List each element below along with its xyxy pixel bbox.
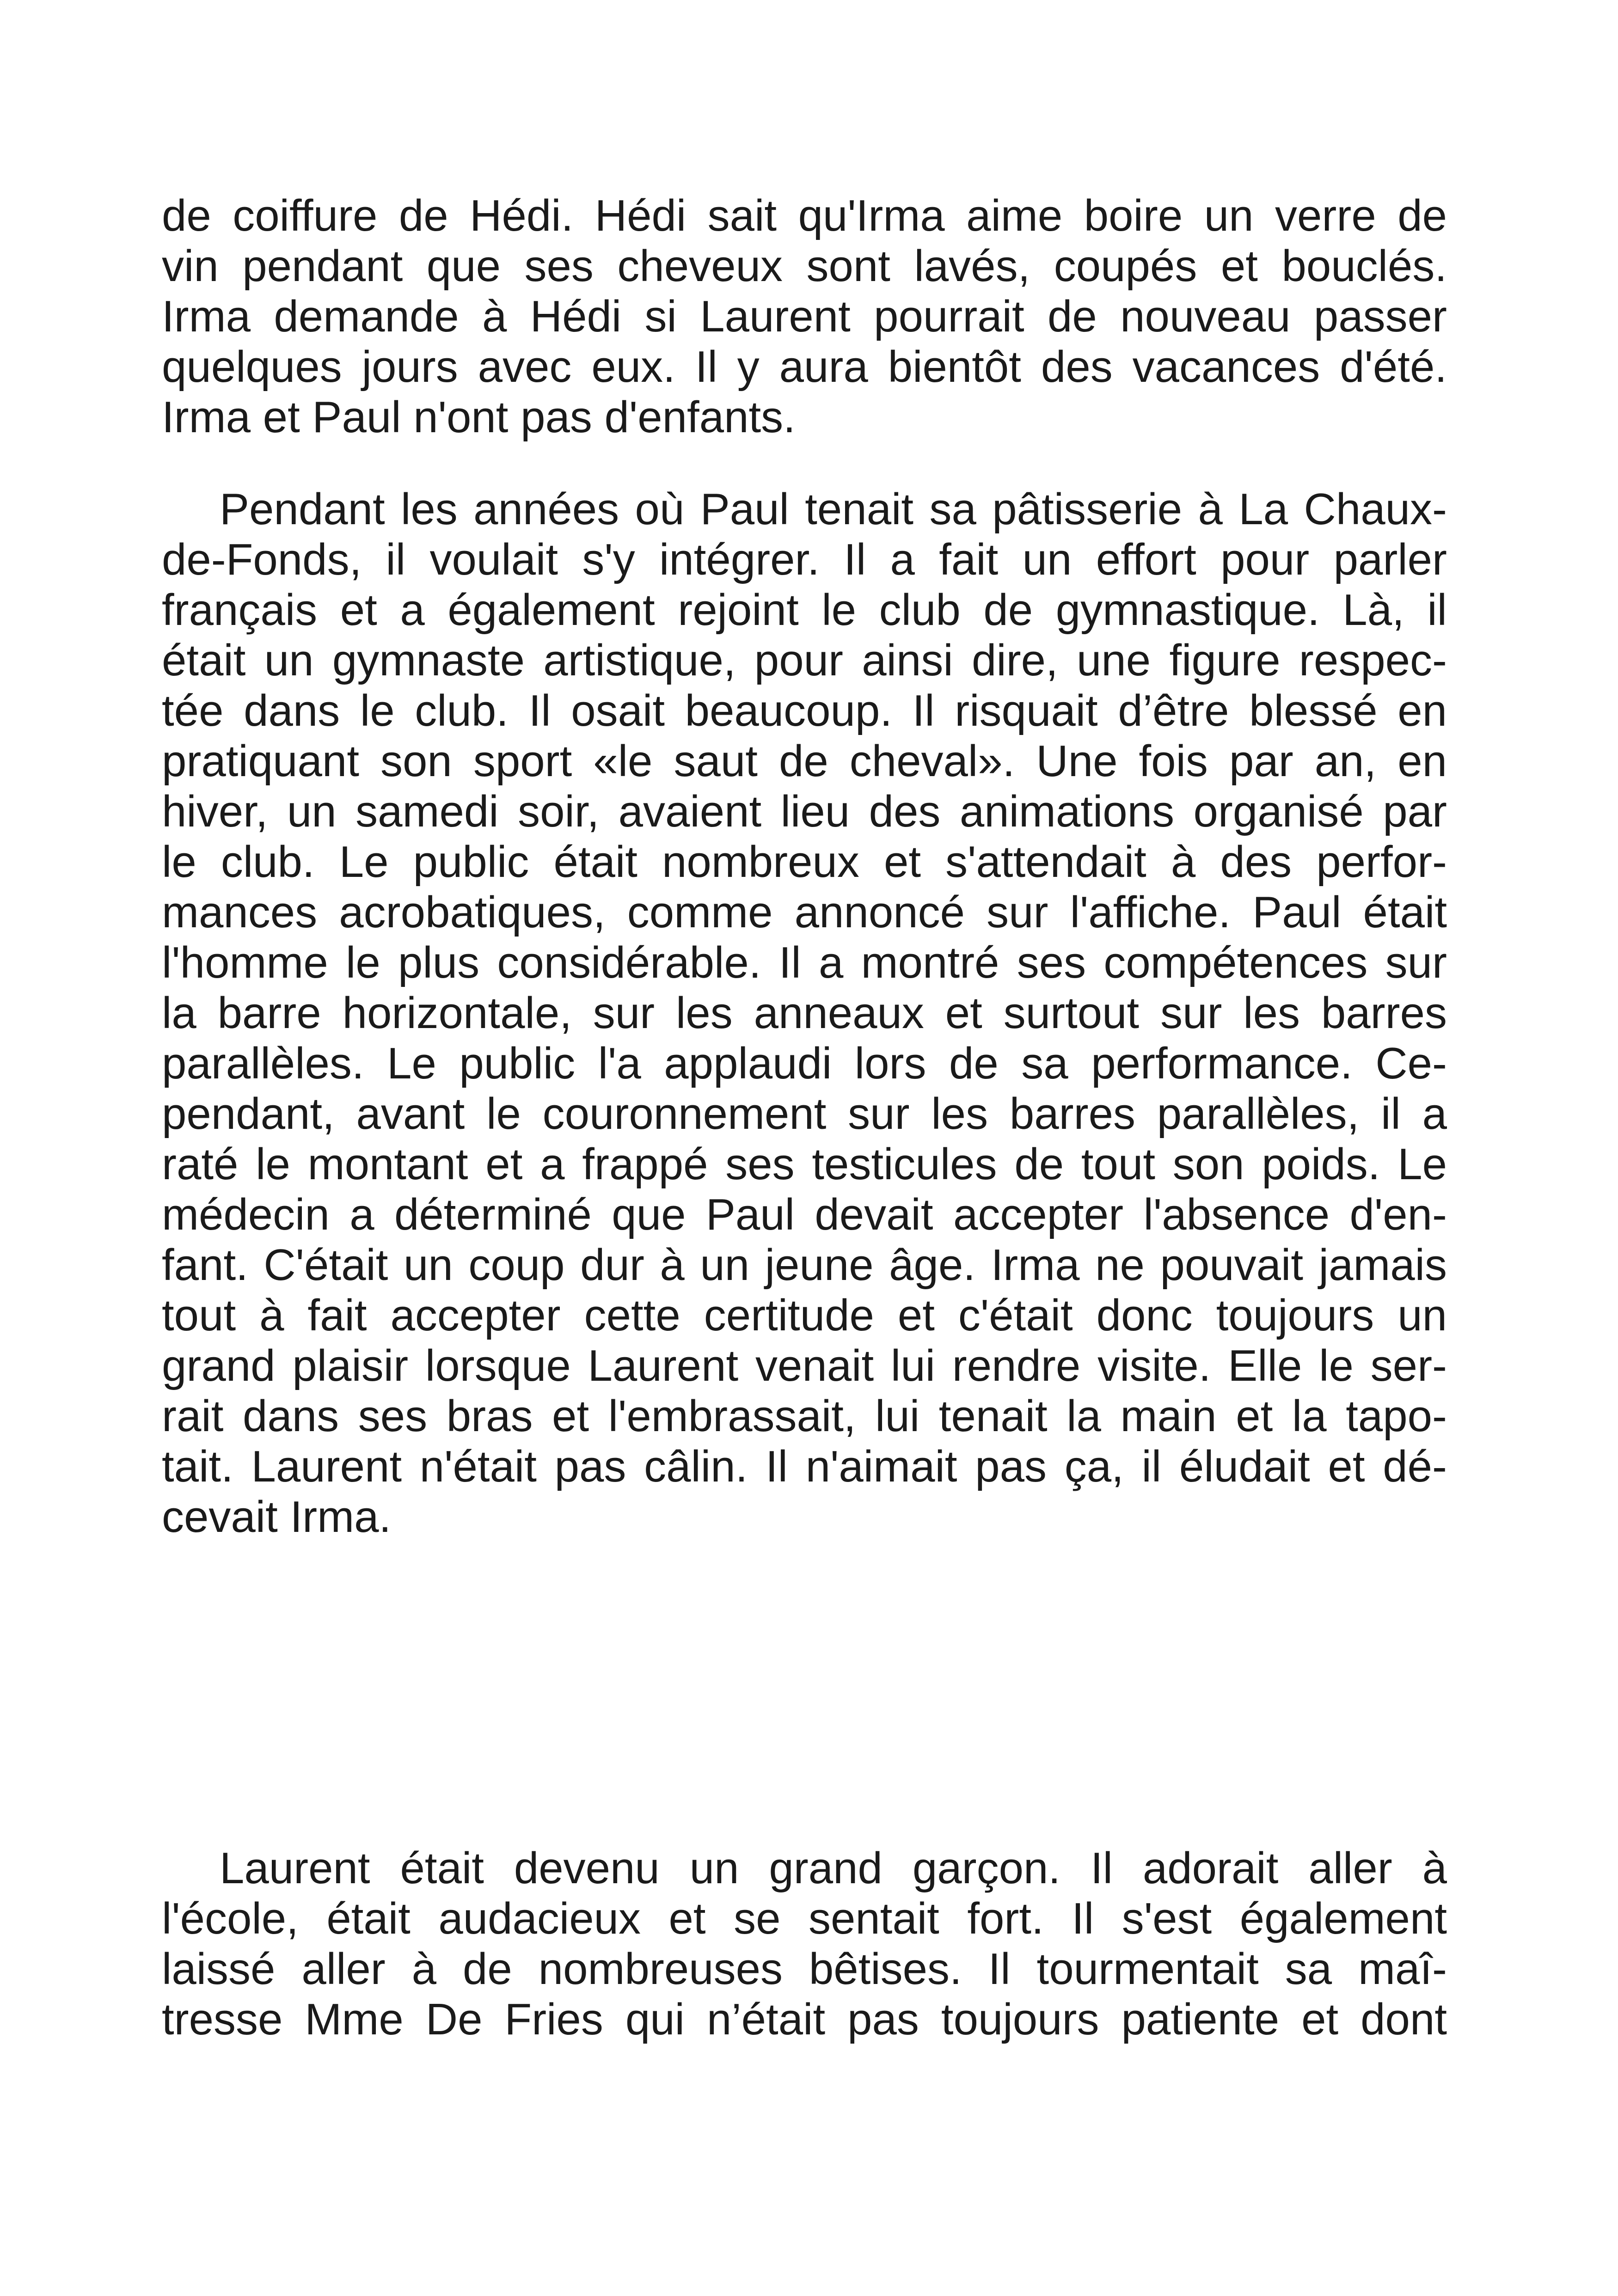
- text-line: raté le montant et a frappé ses testicules de tout son poids. Le: [162, 1139, 1447, 1189]
- text-line: rait dans ses bras et l'embrassait, lui tenait la main et la tapo-: [162, 1391, 1447, 1441]
- text-line: français et a également rejoint le club de gymnastique. Là, il: [162, 585, 1447, 635]
- text-line: Irma et Paul n'ont pas d'enfants.: [162, 392, 796, 442]
- text-line: pratiquant son sport «le saut de cheval». Une fois par an, en: [162, 736, 1447, 786]
- text-line: était un gymnaste artistique, pour ainsi dire, une figure respec-: [162, 636, 1447, 685]
- text-line: Irma demande à Hédi si Laurent pourrait de nouveau passer: [162, 292, 1447, 341]
- text-line: l'école, était audacieux et se sentait fort. Il s'est également: [162, 1894, 1447, 1943]
- text-line: l'homme le plus considérable. Il a montré ses compétences sur: [162, 938, 1447, 987]
- text-line: tout à fait accepter cette certitude et c'était donc toujours un: [162, 1291, 1447, 1340]
- text-line: fant. C'était un coup dur à un jeune âge. Irma ne pouvait jamais: [162, 1240, 1447, 1290]
- text-line: grand plaisir lorsque Laurent venait lui rendre visite. Elle le ser-: [162, 1341, 1447, 1390]
- text-line: médecin a déterminé que Paul devait accepter l'absence d'en-: [162, 1190, 1447, 1239]
- text-line: tait. Laurent n'était pas câlin. Il n'aimait pas ça, il éludait et dé-: [162, 1442, 1447, 1491]
- text-line: Pendant les années où Paul tenait sa pâtisserie à La Chaux-: [220, 484, 1447, 534]
- text-line: Laurent était devenu un grand garçon. Il adorait aller à: [220, 1843, 1447, 1893]
- text-line: de-Fonds, il voulait s'y intégrer. Il a fait un effort pour parler: [162, 535, 1447, 584]
- text-line: pendant, avant le couronnement sur les barres parallèles, il a: [162, 1089, 1447, 1139]
- text-line: quelques jours avec eux. Il y aura bientôt des vacances d'été.: [162, 342, 1447, 392]
- text-line: tresse Mme De Fries qui n’était pas toujours patiente et dont: [162, 1995, 1447, 2044]
- text-line: vin pendant que ses cheveux sont lavés, coupés et bouclés.: [162, 241, 1447, 291]
- paragraph-1: [162, 190, 1447, 442]
- text-line: cevait Irma.: [162, 1492, 392, 1542]
- text-line: hiver, un samedi soir, avaient lieu des animations organisé par: [162, 787, 1447, 836]
- text-line: laissé aller à de nombreuses bêtises. Il tourmentait sa maî-: [162, 1944, 1447, 1994]
- text-line: le club. Le public était nombreux et s'attendait à des perfor-: [162, 837, 1447, 887]
- paragraph-2: [162, 484, 1447, 1542]
- paragraph-3: [162, 1843, 1447, 2045]
- text-line: de coiffure de Hédi. Hédi sait qu'Irma aime boire un verre de: [162, 191, 1447, 240]
- text-line: parallèles. Le public l'a applaudi lors de sa performance. Ce-: [162, 1039, 1447, 1088]
- text-line: tée dans le club. Il osait beaucoup. Il risquait d’être blessé en: [162, 686, 1447, 735]
- text-line: la barre horizontale, sur les anneaux et surtout sur les barres: [162, 988, 1447, 1038]
- text-line: mances acrobatiques, comme annoncé sur l'affiche. Paul était: [162, 888, 1447, 937]
